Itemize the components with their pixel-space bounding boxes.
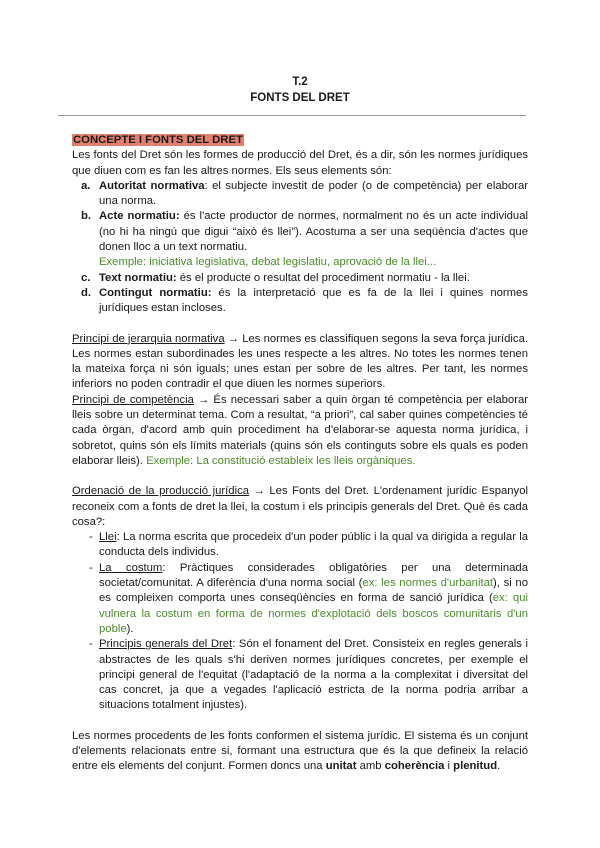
list-item (72, 637, 528, 713)
doc-code: T.2 (292, 76, 308, 88)
section-heading-text: CONCEPTE I FONTS DEL DRET (73, 134, 243, 146)
conclusion-paragraph (72, 729, 528, 775)
term: Autoritat normativa (99, 179, 205, 192)
intro-paragraph: Les fonts del Dret són les formes de producció del Dret, és a dir, són les normes jurídiques que diuen com es fan les altres normes. Els seus elements són: (72, 149, 528, 177)
sources-list (72, 530, 528, 714)
definition: és el producte o resultat del procediment normatiu - la llei. (176, 271, 470, 284)
term: Contingut normatiu: (99, 286, 212, 299)
ordenacio-label: Ordenació de la producció jurídica (72, 485, 250, 498)
list-marker: c. (81, 271, 91, 284)
term: Text normatiu: (99, 271, 177, 284)
term: Acte normatiu: (99, 210, 180, 223)
definition: : el subjecte investit de poder (o de competència) per elaborar una norma. (99, 179, 528, 208)
doc-title: FONTS DEL DRET (250, 92, 350, 104)
list-item (72, 209, 528, 270)
competencia-label: Principi de competència (72, 393, 194, 406)
bold-term: coherència (384, 760, 445, 773)
conclusion-text: i (444, 760, 454, 773)
bold-term: plenitud (453, 760, 498, 773)
definition: és la interpretació que es fa de la llei i quines normes jurídiques estan incloses. (99, 286, 528, 315)
section-heading (72, 133, 528, 148)
bold-term: unitat (325, 760, 357, 773)
list-item (72, 530, 528, 561)
list-marker: a. (81, 179, 91, 192)
conclusion-text: . (497, 760, 501, 773)
jerarquia-paragraph (72, 332, 528, 393)
list-item (72, 179, 528, 210)
list-marker: - (89, 531, 93, 544)
example-text: ex: les normes d'urbanitat (362, 577, 494, 590)
ordenacio-paragraph (72, 484, 528, 530)
definition: ). (126, 622, 134, 635)
list-marker: b. (81, 210, 92, 223)
document-page (72, 74, 528, 775)
conclusion-text: amb (356, 760, 385, 773)
list-item (72, 286, 528, 317)
term: Llei (99, 531, 117, 544)
competencia-paragraph (72, 393, 528, 469)
jerarquia-text: → Les normes es classifiquen segons la seva força jurídica. Les normes estan subordinades les unes respecte a les altres. No totes les normes tenen la mateixa força ni són iguals; unes estan per sobre de les altres. Per tant, les normes inferiors no poden contradir el que diuen les normes superiors. (72, 332, 528, 391)
definition: : Són el fonament del Dret. Consisteix en regles generals i abstractes de les quals s'hi deriven normes jurídiques concretes, per exemple el principi general de l'equitat (l'adaptació de la norma a la complexitat i diversitat del cas concret, ja que a vegades l'aplicació estricta de la norma podria arribar a situacions totalment injustes). (99, 638, 528, 712)
competencia-text: → És necessari saber a quin òrgan té competència per elaborar lleis sobre un determinat tema. Com a resultat, “a priori”, cal saber quines competències té cada òrgan, d'acord amb quin procediment ha d'elaborar-se aquesta norma jurídica, i sobretot, quins són els límits materials (quins són els continguts sobre els quals es poden elaborar lleis). (72, 393, 528, 467)
definition: és l'acte productor de normes, normalment no és un acte individual (no hi ha ningú que digui “això és llei”). Acostuma a ser una seqüència d'actes que donen lloc a un text normatiu. (99, 210, 528, 254)
list-item (72, 271, 528, 286)
term: La costum (99, 561, 163, 574)
example-text: Exemple: iniciativa legislativa, debat legislatiu, aprovació de la llei... (99, 256, 437, 269)
example-text: Exemple: La constitució estableix les lleis orgàniques. (146, 454, 416, 467)
definition: ), si no es compleixen comporta unes conseqüències en forma de sanció jurídica ( (99, 577, 528, 605)
example-text: ex: qui vulnera la costum en forma de normes d'explotació dels boscos comunitaris d'un poble (99, 592, 528, 635)
list-marker: - (89, 561, 93, 574)
jerarquia-label: Principi de jerarquia normativa (72, 332, 225, 345)
term: Principis generals del Dret (99, 638, 233, 651)
ordenacio-text: → Les Fonts del Dret. L'ordenament jurídic Espanyol reconeix com a fonts de dret la llei, la costum i els principis generals del Dret. Què és cada cosa?: (72, 485, 528, 528)
title-divider (58, 115, 526, 116)
definition: : Pràctiques considerades obligatòries per una determinada societat/comunitat. A diferència d'una norma social ( (99, 561, 528, 590)
elements-list (72, 179, 528, 317)
definition: : La norma escrita que procedeix d'un poder públic i la qual va dirigida a regular la conducta dels individus. (99, 531, 528, 559)
list-marker: d. (81, 286, 92, 299)
list-marker: - (89, 638, 93, 651)
list-item (72, 561, 528, 637)
conclusion-text: Les normes procedents de les fonts conformen el sistema jurídic. El sistema és un conjunt d'elements relacionats entre si, formant una estructura que és la que defineix la relació entre els elements del conjunt. Formen doncs una (72, 729, 528, 773)
